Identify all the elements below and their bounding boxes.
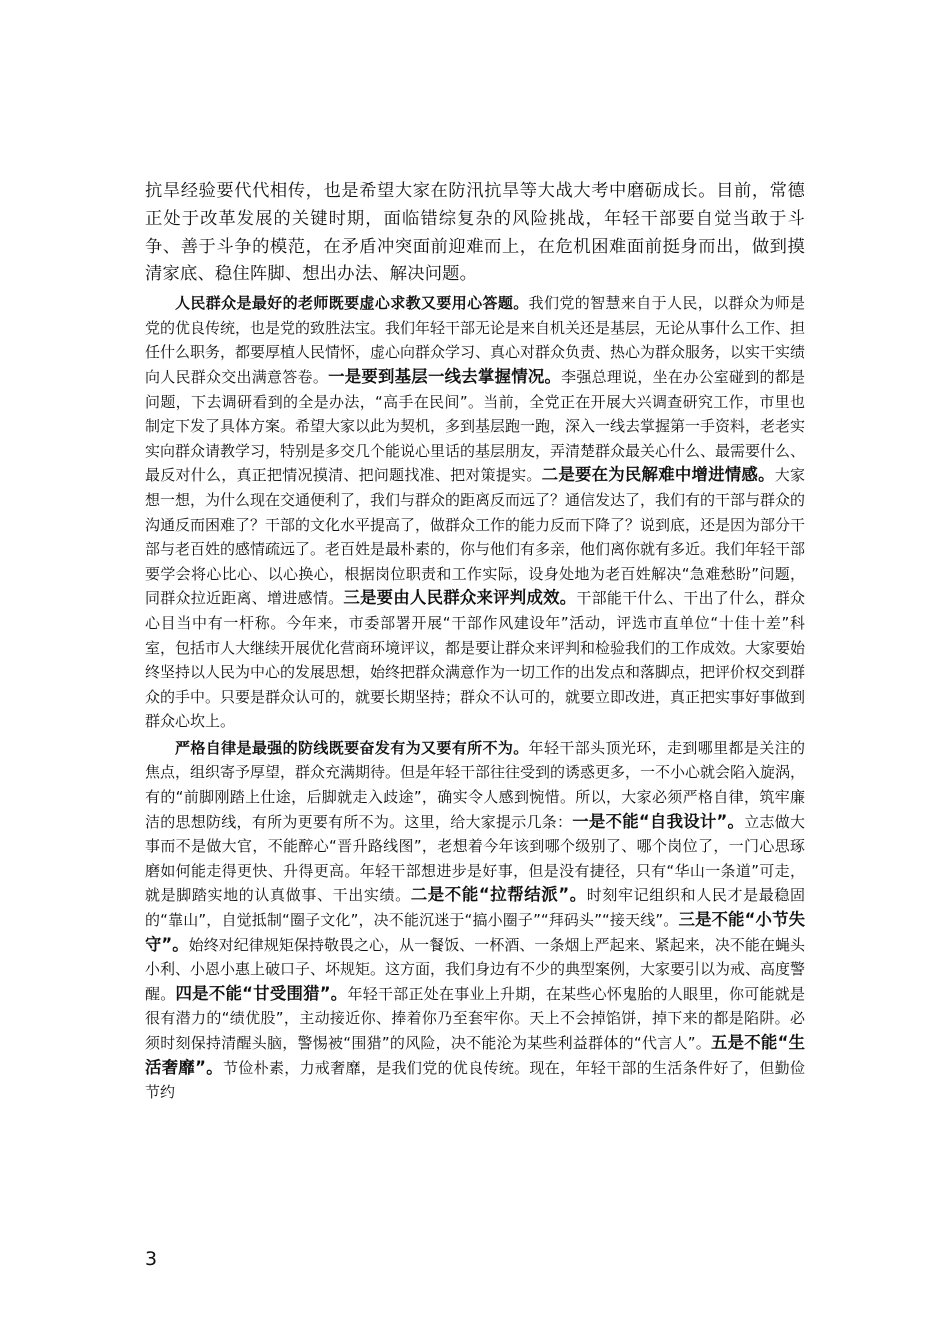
body-text-run: 年轻干部头顶光环，走到哪里都是关注的焦点，组织寄予厚望，群众充满期待。但是年轻干部往往受到的诱惑更多，一不小心就会陷入旋涡，有的“前脚刚踏上仕途，后脚就走入歧途”，确实令人感到惋惜。所以，大家必须严格自律，筑牢廉洁的思想防线，有所为更要有所不为。这里，给大家提示几条： [145,738,806,831]
page-number: 3 [145,1248,158,1270]
bold-heading-text: 一是不能“自我设计”。 [572,811,745,831]
bold-heading-text: 三是要由人民群众来评判成效。 [343,588,577,608]
bold-heading-text: 二是要在为民解难中增进情感。 [541,465,775,485]
body-text-run: 时刻牢记组织和人民才是最稳固的“靠山”，自觉抵制“圈子文化”，决不能沉迷于“搞小圈子”“拜码头”“接天线”。 [145,886,805,930]
bold-heading-text: 一是要到基层一线去掌握情况。 [328,366,562,386]
bold-heading-text: 严格自律是最强的防线既要奋发有为又要有所不为。 [175,738,529,757]
paragraph-1 [145,178,805,289]
bold-heading-text: 二是不能“拉帮结派”。 [410,885,587,905]
body-text-run: 节俭朴素，力戒奢靡，是我们党的优良传统。现在，年轻干部的生活条件好了，但勤俭节约 [145,1058,805,1102]
bold-heading-text: 五是不能“生活奢靡”。 [145,1033,805,1077]
body-text-run: 干部能干什么、干出了什么，群众心目当中有一杆称。今年来，市委部署开展“干部作风建设年”活动，评选市直单位“十佳十差”科室，包括市人大继续开展优化营商环境评议，都是要让群众来评判和检验我们的工作成效。大家要始终坚持以人民为中心的发展思想，始终把群众满意作为一切工作的出发点和落脚点，把评价权交到群众的手中。只要是群众认可的，就要长期坚持；群众不认可的，就要立即改进，真正把实事好事做到群众心坎上。 [145,589,806,731]
body-text-run: 年轻干部正处在事业上升期，在某些心怀鬼胎的人眼里，你可能就是很有潜力的“绩优股”，主动接近你、捧着你乃至套牢你。天上不会掉馅饼，掉下来的都是陷阱。必须时刻保持清醒头脑，警惕被“围猎”的风险，决不能沦为某些利益群体的“代言人”。 [145,984,805,1052]
body-text-run: 立志做大事而不是做大官，不能醉心“晋升路线图”，老想着今年该到哪个级别了、哪个岗位了，一门心思琢磨如何能走得更快、升得更高。年轻干部想进步是好事，但是没有捷径，只有“华山一条道”可走，就是脚踏实地的认真做事、干出实绩。 [145,812,805,905]
paragraph-3 [145,736,805,1105]
body-text-run: 大家想一想，为什么现在交通便利了，我们与群众的距离反而远了？通信发达了，我们有的干部与群众的沟通反而困难了？干部的文化水平提高了，做群众工作的能力反而下降了？说到底，还是因为部分干部与老百姓的感情疏远了。老百姓是最朴素的，你与他们有多亲，他们离你就有多近。我们年轻干部要学会将心比心、以心换心，根据岗位职责和工作实际，设身处地为老百姓解决“急难愁盼”问题，同群众拉近距离、增进感情。 [145,466,806,608]
body-text-run: 我们党的智慧来自于人民，以群众为师是党的优良传统，也是党的致胜法宝。我们年轻干部无论是来自机关还是基层，无论从事什么工作、担任什么职务，都要厚植人民情怀，虚心向群众学习、真心对群众负责、热心为群众服务，以实干实绩向人民群众交出满意答卷。 [145,294,806,386]
paragraph-2 [145,291,805,734]
bold-heading-text: 三是不能“小节失守”。 [145,910,805,954]
bold-heading-text: 人民群众是最好的老师既要虚心求教又要用心答题。 [175,294,529,313]
bold-heading-text: 四是不能“甘受围猎”。 [175,983,348,1003]
body-text-run: 抗旱经验要代代相传，也是希望大家在防汛抗旱等大战大考中磨砺成长。目前，常德正处于改革发展的关键时期，面临错综复杂的风险挑战，年轻干部要自觉当敢于斗争、善于斗争的模范，在矛盾冲突面前迎难而上，在危机困难面前挺身而出，做到摸清家底、稳住阵脚、想出办法、解决问题。 [145,181,805,285]
body-text-run: 李强总理说，坐在办公室碰到的都是问题，下去调研看到的全是办法，“高手在民间”。当前，全党正在开展大兴调查研究工作，市里也制定下发了具体方案。希望大家以此为契机，多到基层跑一跑，深入一线去掌握第一手资料，老老实实向群众请教学习，特别是多交几个能说心里话的基层朋友，弄清楚群众最关心什么、最需要什么、最反对什么，真正把情况摸清、把问题找准、把对策提实。 [145,367,806,485]
body-text-run: 始终对纪律规矩保持敬畏之心，从一餐饭、一杯酒、一条烟上严起来、紧起来，决不能在蝇头小利、小恩小惠上破口子、坏规矩。这方面，我们身边有不少的典型案例，大家要引以为戒、高度警醒。 [145,935,806,1003]
body-text [145,178,805,1105]
